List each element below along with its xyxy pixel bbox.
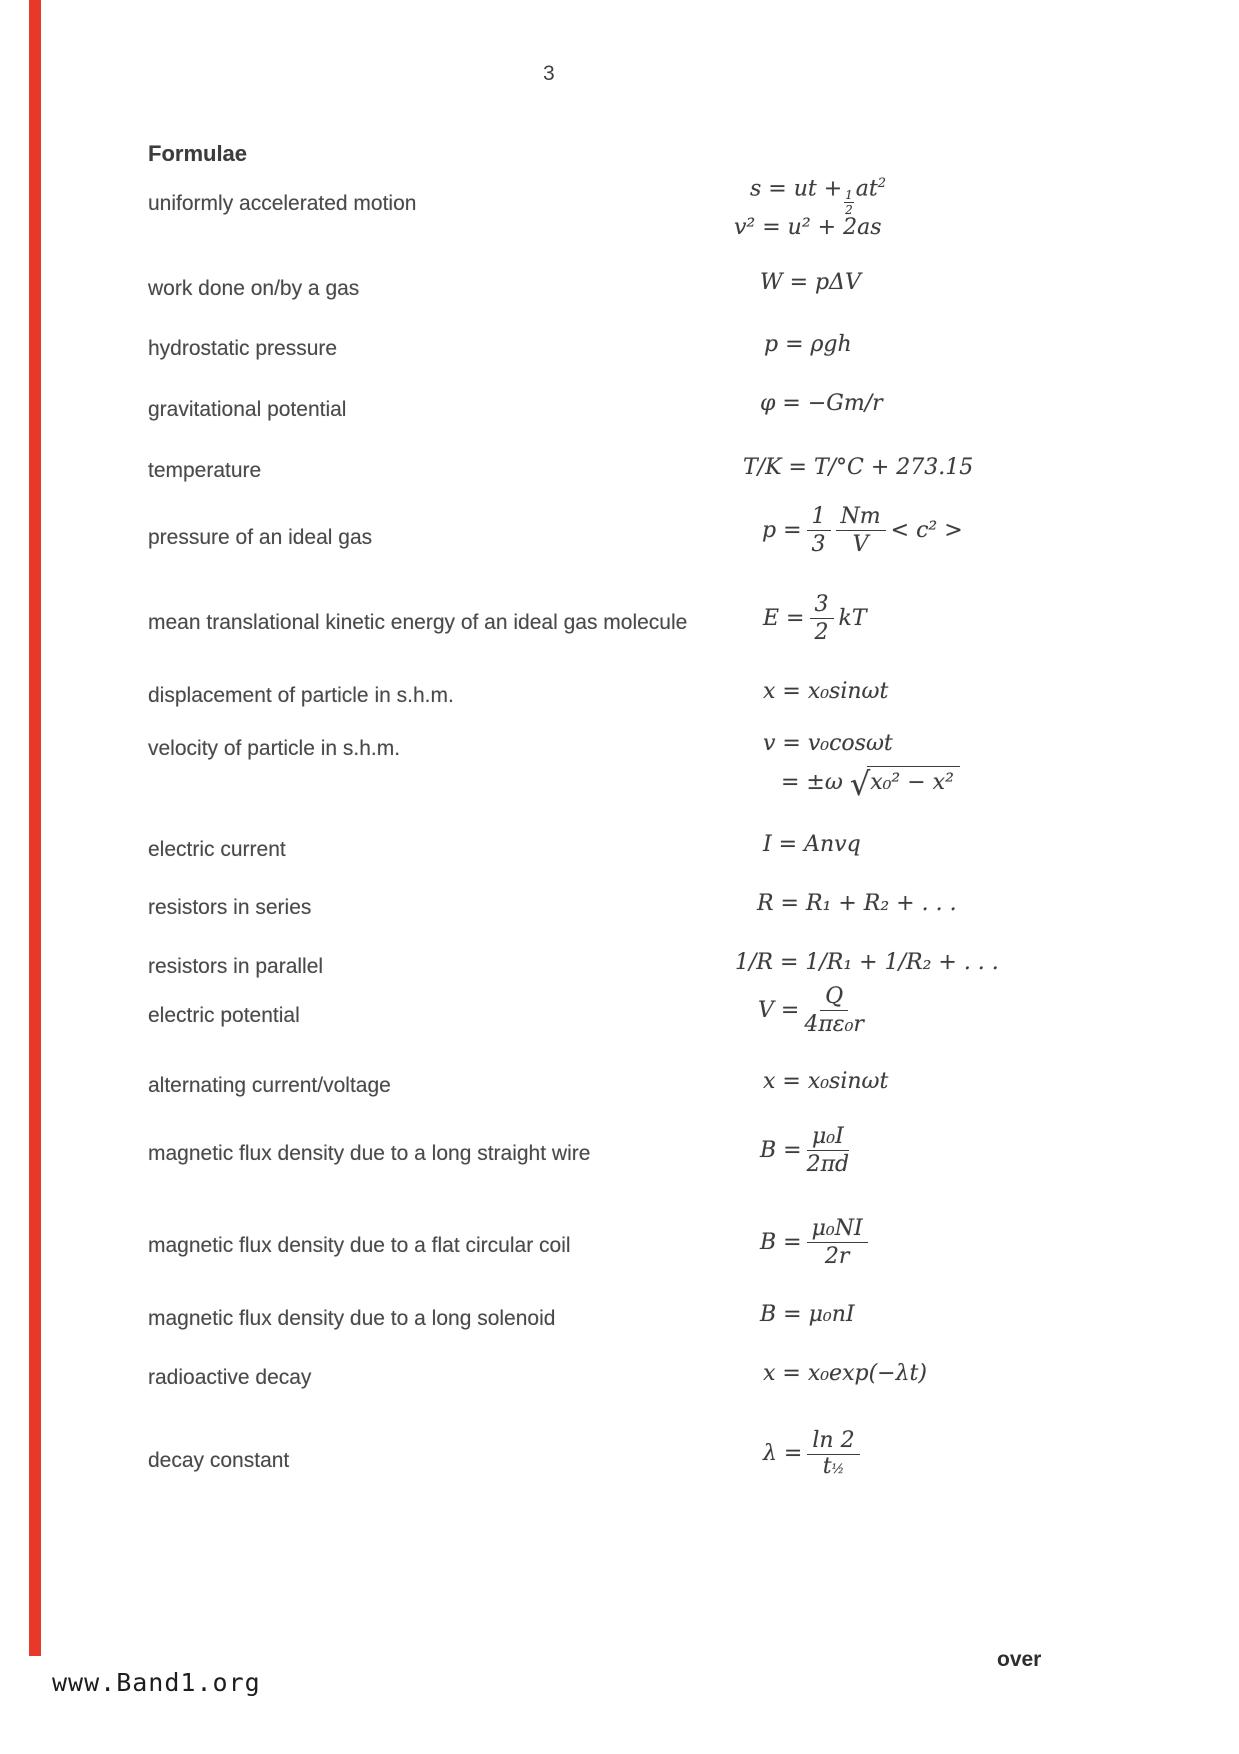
footer-website: www.Band1.org bbox=[52, 1668, 261, 1697]
half-fraction: $\frac{1}{2}$ bbox=[845, 188, 853, 218]
page-title: Formulae bbox=[148, 141, 248, 166]
formula-label: work done on/by a gas bbox=[148, 277, 360, 300]
formula-label: mean translational kinetic energy of an ideal gas molecule bbox=[148, 611, 688, 634]
formula-expression: p = $\frac{1}{3}$ $\frac{Nm}{V}$ < c² > bbox=[762, 504, 963, 558]
formula-label: displacement of particle in s.h.m. bbox=[148, 684, 454, 707]
formula-expression: v² = u² + 2as bbox=[734, 215, 882, 240]
formula-label: resistors in series bbox=[148, 896, 312, 919]
fraction: $\frac{\text{μ₀I}}{2\pi d}$ bbox=[806, 1124, 850, 1178]
formula-label: electric current bbox=[148, 838, 286, 861]
page-number: 3 bbox=[543, 62, 555, 85]
formula-expression: s = ut + $\frac{1}{2}$ $at^2$ bbox=[750, 176, 887, 218]
formula-expression: I = Anvq bbox=[763, 832, 861, 857]
formula-label: magnetic flux density due to a long straight wire bbox=[148, 1142, 591, 1165]
formula-expression: p = ρgh bbox=[764, 332, 852, 357]
fraction: $\frac{3}{2}$ bbox=[810, 592, 834, 646]
formula-label: electric potential bbox=[148, 1004, 300, 1027]
red-margin-line bbox=[29, 0, 41, 1656]
formula-label: gravitational potential bbox=[148, 398, 347, 421]
formula-expression: x = x₀sinωt bbox=[763, 1069, 889, 1094]
fraction: $\frac{Q}{\text{4πε₀r}}$ bbox=[804, 984, 864, 1038]
formula-label: alternating current/voltage bbox=[148, 1074, 391, 1097]
formula-expression: B = $\frac{\text{μ₀NI}}{2r}$ bbox=[760, 1216, 868, 1270]
formula-expression: = ±ω √x₀² − x² bbox=[781, 766, 960, 798]
formula-label: pressure of an ideal gas bbox=[148, 526, 373, 549]
formula-expression: W = pΔV bbox=[760, 270, 861, 295]
fraction: $\frac{\text{μ₀NI}}{2r}$ bbox=[807, 1216, 868, 1270]
formula-label: velocity of particle in s.h.m. bbox=[148, 737, 401, 760]
fraction: $\frac{Nm}{V}$ bbox=[836, 504, 886, 558]
formula-label: uniformly accelerated motion bbox=[148, 192, 417, 215]
formula-expression: V = $\frac{Q}{\text{4πε₀r}}$ bbox=[758, 984, 864, 1038]
square-root-sign: √ bbox=[849, 765, 871, 803]
formula-expression: λ = $\frac{\ln 2}{\text{t½}}$ bbox=[763, 1428, 860, 1478]
over-label: over bbox=[997, 1648, 1042, 1671]
formula-expression: x = x₀exp(−λt) bbox=[763, 1361, 927, 1386]
formula-label: temperature bbox=[148, 459, 262, 482]
fraction: $\frac{1}{3}$ bbox=[807, 504, 831, 558]
formula-label: decay constant bbox=[148, 1449, 290, 1472]
formula-expression: R = R₁ + R₂ + . . . bbox=[757, 891, 957, 916]
formula-expression: B = $\frac{\text{μ₀I}}{2\pi d}$ bbox=[760, 1124, 850, 1178]
formula-expression: x = x₀sinωt bbox=[763, 679, 889, 704]
formula-expression: B = μ₀nI bbox=[760, 1302, 855, 1327]
formula-label: magnetic flux density due to a flat circular coil bbox=[148, 1234, 571, 1257]
formula-expression: E = $\frac{3}{2}$ kT bbox=[763, 592, 867, 646]
formula-label: resistors in parallel bbox=[148, 955, 324, 978]
formula-expression: φ = −Gm/r bbox=[760, 391, 883, 416]
formula-expression: 1/R = 1/R₁ + 1/R₂ + . . . bbox=[735, 950, 999, 975]
formula-expression: T/K = T/°C + 273.15 bbox=[743, 455, 974, 480]
fraction: $\frac{\ln 2}{\text{t½}}$ bbox=[807, 1428, 859, 1478]
formula-expression: v = v₀cosωt bbox=[763, 731, 893, 756]
formula-label: hydrostatic pressure bbox=[148, 337, 338, 360]
formula-label: magnetic flux density due to a long solenoid bbox=[148, 1307, 556, 1330]
formula-label: radioactive decay bbox=[148, 1366, 312, 1389]
